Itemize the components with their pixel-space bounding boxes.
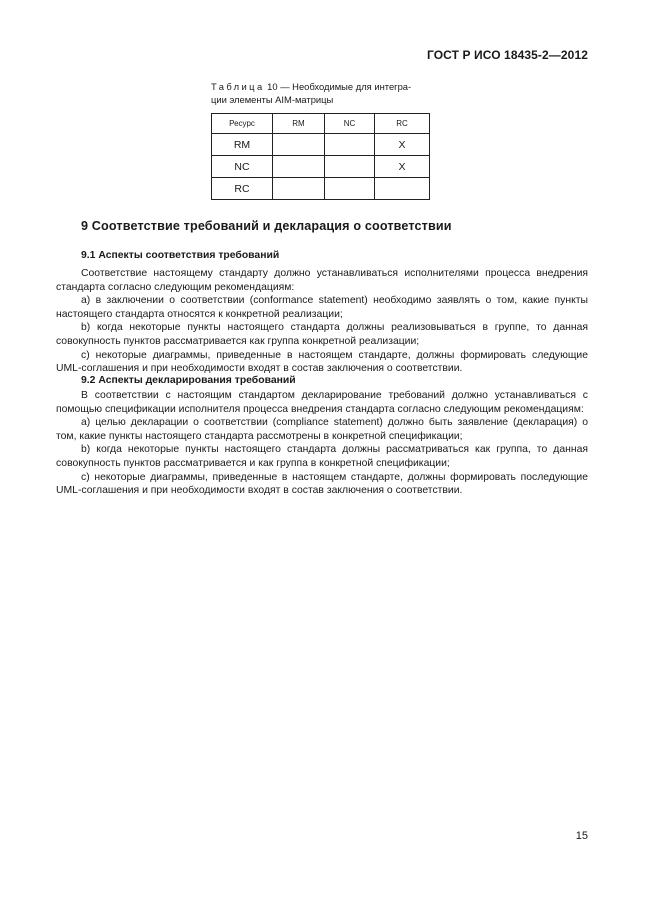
paragraph: b) когда некоторые пункты настоящего стандарта должны рассматриваться как группа, то данная совокупность пунктов рассматривается и как группа в конкретной спецификации; — [56, 444, 588, 469]
table-cell: RM — [212, 134, 273, 156]
table-cell — [273, 134, 325, 156]
table-cell: NC — [212, 156, 273, 178]
table-caption-text-line2: ции элементы AIM-матрицы — [211, 94, 334, 105]
table-cell — [325, 178, 375, 200]
table-header-cell: Ресурс — [212, 114, 273, 134]
table-header-cell: RM — [273, 114, 325, 134]
paragraph: В соответствии с настоящим стандартом декларирование требований должно устанавливаться с помощью спецификации исполнителя процесса внедрения стандарта согласно следующим рекомендациям: — [56, 390, 588, 415]
table-cell — [375, 178, 430, 200]
table-row — [212, 156, 430, 178]
subsection-title-9-1: 9.1 Аспекты соответствия требований — [81, 250, 280, 261]
table-header-cell: RC — [375, 114, 430, 134]
document-header: ГОСТ Р ИСО 18435-2—2012 — [426, 48, 588, 62]
paragraph: c) некоторые диаграммы, приведенные в настоящем стандарте, должны формировать следующие UML-соглашения и при необходимости входят в состав заключения о соответствии. — [56, 349, 588, 375]
table-cell — [325, 134, 375, 156]
table-header-cell: NC — [325, 114, 375, 134]
table-caption — [211, 80, 433, 106]
table-header-row — [212, 114, 430, 134]
table-caption-word: Таблица — [211, 81, 265, 92]
table-cell — [273, 156, 325, 178]
paragraph: b) когда некоторые пункты настоящего стандарта должны реализовываться в группе, то данная совокупность пунктов рассматривается как группа конкретной реализации; — [56, 322, 588, 347]
table-row — [212, 134, 430, 156]
table-cell: RC — [212, 178, 273, 200]
table-cell: X — [375, 156, 430, 178]
table-cell — [325, 156, 375, 178]
subsection-body-9-1 — [56, 267, 588, 376]
paragraph: a) целью декларации о соответствии (compliance statement) должно быть заявление (декларация) о том, какие пункты настоящего стандарта рассмотрены в конкретной спецификации; — [56, 417, 588, 442]
paragraph: Соответствие настоящему стандарту должно устанавливаться исполнителями процесса внедрения стандарта согласно следующим рекомендациям: — [56, 268, 588, 293]
section-title: 9 Соответствие требований и декларация о соответствии — [81, 219, 452, 233]
page-number: 15 — [575, 830, 588, 842]
paragraph: c) некоторые диаграммы, приведенные в настоящем стандарте, должны формировать последующие UML-соглашения и при необходимости входят в состав заключения о соответствии. — [56, 471, 588, 497]
subsection-title-9-2: 9.2 Аспекты декларирования требований — [81, 375, 296, 386]
subsection-body-9-2 — [56, 389, 588, 498]
table-row — [212, 178, 430, 200]
table-cell — [273, 178, 325, 200]
table-caption-text: 10 — Необходимые для интегра- — [264, 81, 412, 92]
paragraph: a) в заключении о соответствии (conformance statement) необходимо заявлять о том, какие пункты настоящего стандарта относятся к конкретной реализации; — [56, 295, 588, 320]
table-cell: X — [375, 134, 430, 156]
aim-matrix-table — [211, 113, 430, 200]
